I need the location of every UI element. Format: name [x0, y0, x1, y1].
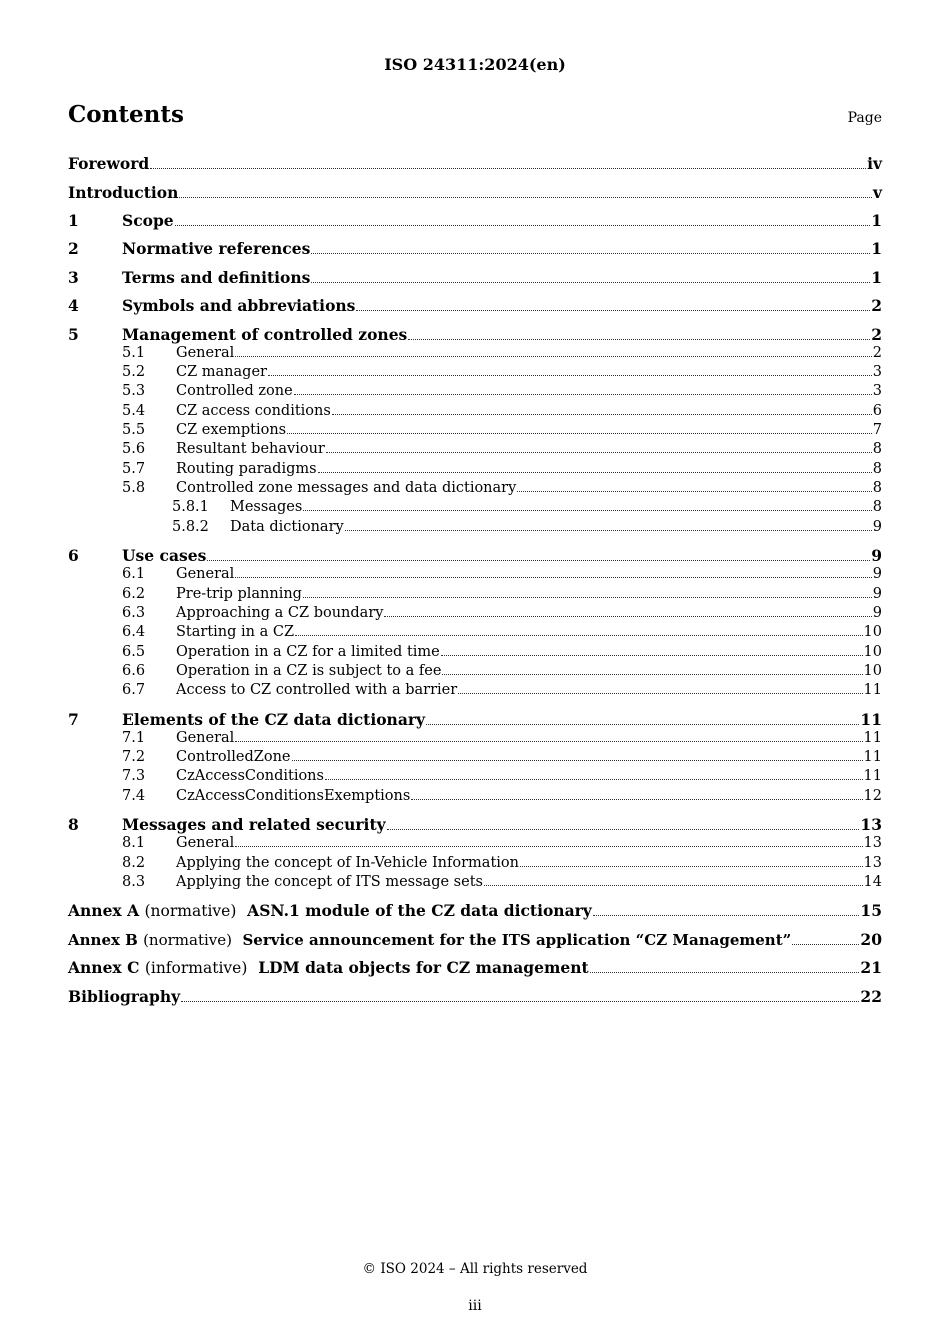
toc-entry-title: Starting in a CZ	[176, 624, 295, 640]
toc-entry-title	[68, 901, 592, 920]
toc-entry-messages-and-related-security[interactable]	[68, 815, 882, 835]
dot-leader	[593, 915, 860, 916]
annex-title: Service announcement for the ITS application “CZ Management”	[242, 931, 792, 949]
toc-entry-annex-a[interactable]	[68, 901, 882, 921]
toc-entry-title: Use cases	[122, 546, 207, 565]
toc-entry-page: 2	[872, 345, 882, 361]
toc-entry-page: 1	[871, 268, 882, 287]
toc-entry-title: CZ exemptions	[176, 422, 287, 438]
toc-entry-terms-and-definitions[interactable]	[68, 268, 882, 288]
toc-entry-title: Management of controlled zones	[122, 325, 408, 344]
toc-entry-management-of-controlled-zones[interactable]	[68, 325, 882, 345]
toc-entry-number: 5.6	[122, 441, 146, 457]
toc-entry-page: 11	[863, 749, 882, 765]
toc-entry-number: 6.1	[122, 566, 146, 582]
toc-subentry-5-1[interactable]	[68, 345, 882, 364]
toc-entry-page: 11	[863, 682, 882, 698]
toc-entry-title: Introduction	[68, 183, 179, 202]
toc-entry-page: 1	[871, 239, 882, 258]
toc-entry-title: General	[176, 566, 235, 582]
toc-entry-scope[interactable]	[68, 211, 882, 231]
page-column-label: Page	[847, 110, 882, 126]
toc-entry-page: 21	[860, 958, 882, 977]
dot-leader	[442, 674, 862, 675]
toc-entry-page: 13	[860, 815, 882, 834]
dot-leader	[175, 225, 871, 226]
toc-subentry-5-8-1[interactable]	[68, 499, 882, 518]
toc-entry-title: General	[176, 730, 235, 746]
toc-entry-page: 8	[872, 480, 882, 496]
toc-entry-number: 7	[68, 710, 79, 729]
toc-entry-number: 7.4	[122, 788, 146, 804]
toc-entry-bibliography[interactable]	[68, 987, 882, 1007]
toc-entry-title: Approaching a CZ boundary	[176, 605, 384, 621]
dot-leader	[408, 339, 870, 340]
toc-entry-title	[68, 931, 791, 949]
dot-leader	[292, 760, 863, 761]
toc-entry-title: Foreword	[68, 154, 150, 173]
toc-entry-number: 7.1	[122, 730, 146, 746]
toc-entry-page: 11	[860, 710, 882, 729]
toc-entry-page: 9	[872, 519, 882, 535]
toc-entry-title: CZ manager	[176, 364, 267, 380]
toc-entry-number: 5.4	[122, 403, 146, 419]
toc-entry-number: 7.3	[122, 768, 146, 784]
toc-entry-page: 3	[872, 364, 882, 380]
dot-leader	[387, 829, 860, 830]
toc-entry-number: 8.2	[122, 855, 146, 871]
toc-entry-number: 5	[68, 325, 79, 344]
toc-entry-title: Operation in a CZ is subject to a fee	[176, 663, 442, 679]
dot-leader	[295, 635, 863, 636]
annex-title: LDM data objects for CZ management	[258, 958, 589, 977]
toc-entry-title: Applying the concept of In-Vehicle Information	[176, 855, 519, 871]
toc-entry-page: iv	[867, 154, 882, 173]
toc-entry-number: 8.1	[122, 835, 146, 851]
toc-entry-page: 8	[872, 499, 882, 515]
dot-leader	[207, 560, 870, 561]
dot-leader	[325, 779, 863, 780]
page-number: iii	[468, 1298, 482, 1314]
toc-entry-title: Pre-trip planning	[176, 586, 302, 602]
toc-entry-number: 6.4	[122, 624, 146, 640]
toc-entry-title	[68, 958, 589, 977]
dot-leader	[441, 655, 863, 656]
toc-entry-page: 13	[863, 835, 882, 851]
toc-entry-introduction[interactable]	[68, 183, 882, 203]
toc-entry-title: Applying the concept of ITS message sets	[176, 874, 483, 890]
dot-leader	[311, 253, 870, 254]
dot-leader	[345, 530, 872, 531]
toc-entry-page: 20	[860, 930, 882, 949]
toc-entry-title: Operation in a CZ for a limited time	[176, 644, 440, 660]
dot-leader	[384, 616, 871, 617]
toc-entry-annex-b[interactable]	[68, 930, 882, 950]
toc-subentry-5-2[interactable]	[68, 364, 882, 383]
toc-entry-page: v	[872, 183, 882, 202]
toc-entry-page: 8	[872, 461, 882, 477]
toc-entry-title: General	[176, 345, 235, 361]
toc-entry-title: Routing paradigms	[176, 461, 317, 477]
dot-leader	[484, 885, 863, 886]
toc-entry-number: 6.7	[122, 682, 146, 698]
toc-subentry-8-3[interactable]	[68, 874, 882, 893]
dot-leader	[303, 597, 872, 598]
toc-entry-page: 9	[872, 586, 882, 602]
toc-entry-number: 5.7	[122, 461, 146, 477]
toc-entry-number: 6.6	[122, 663, 146, 679]
toc-entry-page: 15	[860, 901, 882, 920]
toc-entry-title: CzAccessConditionsExemptions	[176, 788, 411, 804]
toc-entry-page: 9	[872, 566, 882, 582]
dot-leader	[426, 724, 859, 725]
dot-leader	[235, 356, 871, 357]
toc-entry-foreword[interactable]	[68, 154, 882, 174]
toc-entry-title: Normative references	[122, 239, 311, 258]
toc-entry-title: Messages	[230, 499, 303, 515]
toc-subentry-5-3[interactable]	[68, 383, 882, 402]
toc-entry-page: 13	[863, 855, 882, 871]
toc-entry-number: 3	[68, 268, 79, 287]
toc-entry-number: 5.3	[122, 383, 146, 399]
annex-label: Annex B	[68, 931, 138, 949]
dot-leader	[332, 414, 872, 415]
toc-entry-number: 5.2	[122, 364, 146, 380]
toc-subentry-7-2[interactable]	[68, 749, 882, 768]
toc-subentry-5-8[interactable]	[68, 480, 882, 499]
toc-entry-number: 2	[68, 239, 79, 258]
toc-entry-number: 6.2	[122, 586, 146, 602]
toc-entry-number: 5.8.1	[172, 499, 209, 515]
toc-entry-page: 12	[863, 788, 882, 804]
dot-leader	[318, 472, 872, 473]
toc-entry-title: Access to CZ controlled with a barrier	[176, 682, 458, 698]
toc-entry-number: 8	[68, 815, 79, 834]
toc-entry-number: 6.5	[122, 644, 146, 660]
dot-leader	[235, 577, 871, 578]
toc-entry-title: Resultant behaviour	[176, 441, 325, 457]
toc-entry-page: 11	[863, 730, 882, 746]
toc-entry-title: General	[176, 835, 235, 851]
dot-leader	[235, 741, 862, 742]
annex-label: Annex A	[68, 901, 140, 920]
toc-entry-title: CzAccessConditions	[176, 768, 324, 784]
toc-entry-symbols-and-abbreviations[interactable]	[68, 296, 882, 316]
toc-entry-page: 2	[871, 296, 882, 315]
toc-entry-title: Controlled zone messages and data dictionary	[176, 480, 517, 496]
dot-leader	[150, 168, 866, 169]
annex-label: Annex C	[68, 958, 140, 977]
dot-leader	[179, 197, 872, 198]
toc-entry-page: 10	[863, 644, 882, 660]
document-id-header: ISO 24311:2024(en)	[384, 55, 566, 74]
toc-entry-title: Elements of the CZ data dictionary	[122, 710, 426, 729]
toc-subentry-6-5[interactable]	[68, 644, 882, 663]
toc-subentry-5-6[interactable]	[68, 441, 882, 460]
toc-entry-normative-references[interactable]	[68, 239, 882, 259]
toc-subentry-6-1[interactable]	[68, 566, 882, 585]
dot-leader	[520, 866, 863, 867]
toc-entry-number: 5.1	[122, 345, 146, 361]
dot-leader	[356, 310, 870, 311]
toc-subentry-6-6[interactable]	[68, 663, 882, 682]
toc-subentry-6-4[interactable]	[68, 624, 882, 643]
toc-entry-page: 1	[871, 211, 882, 230]
dot-leader	[590, 972, 860, 973]
toc-entry-title: Symbols and abbreviations	[122, 296, 356, 315]
toc-entry-page: 10	[863, 663, 882, 679]
toc-subentry-7-4[interactable]	[68, 788, 882, 807]
dot-leader	[294, 394, 872, 395]
toc-entry-title: Data dictionary	[230, 519, 344, 535]
annex-type: (normative)	[143, 931, 232, 949]
toc-entry-title: Messages and related security	[122, 815, 386, 834]
copyright-footer: © ISO 2024 – All rights reserved	[362, 1261, 588, 1277]
toc-entry-page: 8	[872, 441, 882, 457]
toc-subentry-5-7[interactable]	[68, 461, 882, 480]
dot-leader	[326, 452, 872, 453]
toc-entry-title: Controlled zone	[176, 383, 293, 399]
toc-entry-number: 5.8.2	[172, 519, 209, 535]
annex-title: ASN.1 module of the CZ data dictionary	[247, 901, 592, 920]
toc-subentry-7-3[interactable]	[68, 768, 882, 787]
toc-entry-number: 6.3	[122, 605, 146, 621]
dot-leader	[303, 510, 872, 511]
dot-leader	[411, 799, 862, 800]
toc-entry-number: 7.2	[122, 749, 146, 765]
toc-entry-page: 2	[871, 325, 882, 344]
toc-entry-title: Scope	[122, 211, 174, 230]
toc-entry-elements-of-cz-data-dictionary[interactable]	[68, 710, 882, 730]
toc-subentry-6-3[interactable]	[68, 605, 882, 624]
toc-entry-number: 5.8	[122, 480, 146, 496]
toc-subentry-5-4[interactable]	[68, 403, 882, 422]
annex-type: (informative)	[144, 959, 248, 977]
toc-entry-title: CZ access conditions	[176, 403, 331, 419]
toc-entry-page: 11	[863, 768, 882, 784]
dot-leader	[235, 846, 862, 847]
toc-entry-number: 6	[68, 546, 79, 565]
dot-leader	[181, 1001, 859, 1002]
page-title: Contents	[68, 101, 184, 128]
toc-subentry-8-2[interactable]	[68, 855, 882, 874]
toc-entry-page: 3	[872, 383, 882, 399]
dot-leader	[792, 944, 859, 945]
dot-leader	[311, 282, 870, 283]
toc-entry-use-cases[interactable]	[68, 546, 882, 566]
toc-entry-number: 5.5	[122, 422, 146, 438]
toc-entry-number: 1	[68, 211, 79, 230]
toc-entry-title: Terms and definitions	[122, 268, 311, 287]
toc-entry-page: 9	[872, 605, 882, 621]
toc-subentry-5-8-2[interactable]	[68, 519, 882, 538]
toc-subentry-5-5[interactable]	[68, 422, 882, 441]
toc-entry-page: 9	[871, 546, 882, 565]
toc-entry-title: ControlledZone	[176, 749, 291, 765]
toc-entry-page: 6	[872, 403, 882, 419]
toc-entry-annex-c[interactable]	[68, 958, 882, 978]
toc-subentry-8-1[interactable]	[68, 835, 882, 854]
toc-entry-number: 4	[68, 296, 79, 315]
toc-subentry-6-7[interactable]	[68, 682, 882, 701]
toc-entry-page: 10	[863, 624, 882, 640]
toc-subentry-7-1[interactable]	[68, 730, 882, 749]
dot-leader	[287, 433, 872, 434]
toc-entry-number: 8.3	[122, 874, 146, 890]
toc-entry-title: Bibliography	[68, 987, 181, 1006]
dot-leader	[268, 375, 872, 376]
toc-subentry-6-2[interactable]	[68, 586, 882, 605]
dot-leader	[517, 491, 871, 492]
toc-entry-page: 14	[863, 874, 882, 890]
annex-type: (normative)	[144, 902, 237, 920]
toc-entry-page: 22	[860, 987, 882, 1006]
dot-leader	[458, 693, 862, 694]
toc-entry-page: 7	[872, 422, 882, 438]
